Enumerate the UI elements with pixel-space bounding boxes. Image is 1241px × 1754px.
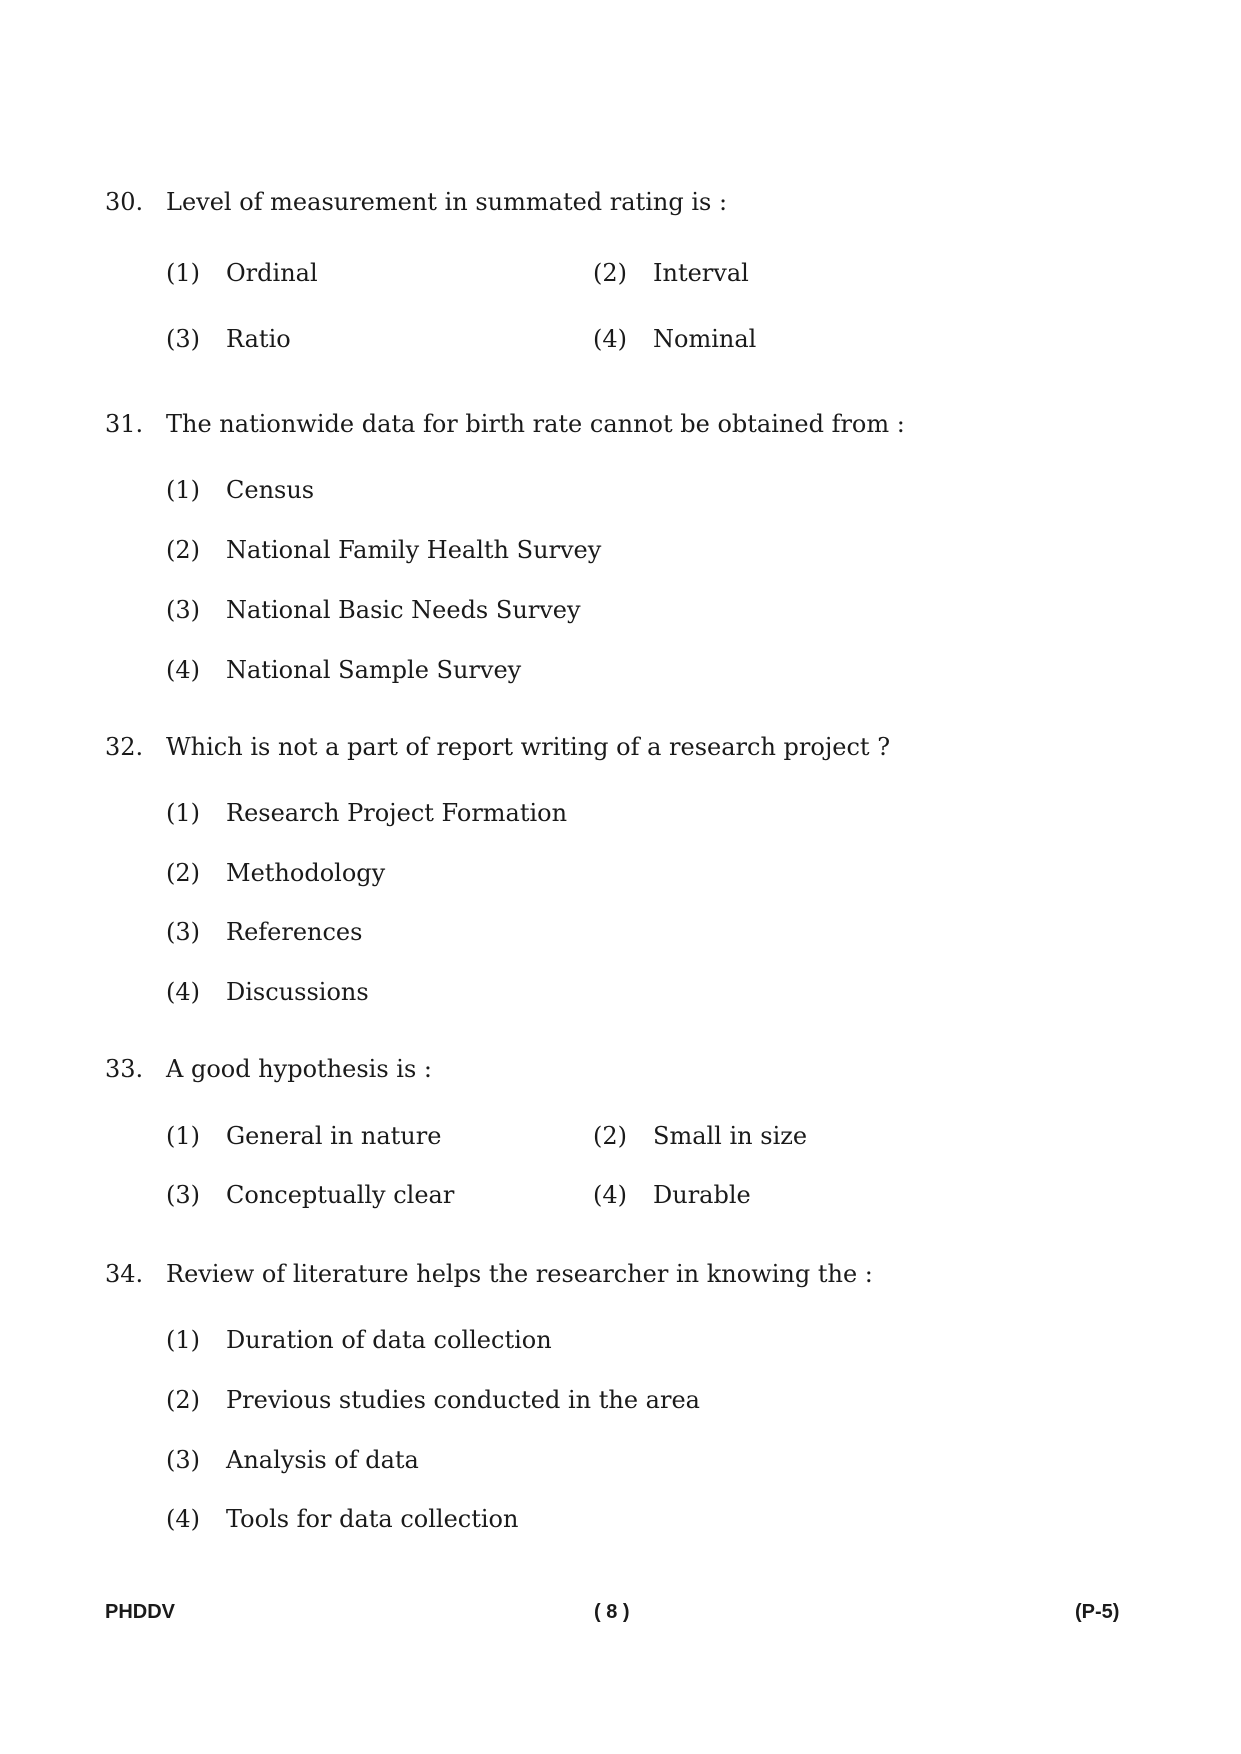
- option-text: Research Project Formation: [226, 799, 568, 827]
- option-text: Previous studies conducted in the area: [226, 1386, 700, 1414]
- option-text: Discussions: [226, 978, 369, 1006]
- option-number: (4): [166, 978, 200, 1006]
- option-number: (3): [166, 918, 200, 946]
- option-text: Analysis of data: [226, 1446, 419, 1474]
- question-text: Level of measurement in summated rating is :: [166, 188, 728, 216]
- question-text: Review of literature helps the researcher in knowing the :: [166, 1260, 873, 1288]
- option-number: (3): [166, 325, 200, 353]
- option-text: Duration of data collection: [226, 1326, 552, 1354]
- option-text: National Sample Survey: [226, 656, 522, 684]
- option-number: (1): [166, 1122, 200, 1150]
- question-number: 31.: [105, 410, 144, 438]
- option-text: Ratio: [226, 325, 291, 353]
- option-text: References: [226, 918, 363, 946]
- option-number: (2): [166, 859, 200, 887]
- option-text: Small in size: [653, 1122, 808, 1150]
- question-text: Which is not a part of report writing of a research project ?: [166, 733, 891, 761]
- option-text: Tools for data collection: [226, 1505, 519, 1533]
- option-number: (2): [166, 1386, 200, 1414]
- option-text: General in nature: [226, 1122, 442, 1150]
- option-number: (4): [593, 1181, 627, 1209]
- option-number: (3): [166, 1181, 200, 1209]
- option-text: Interval: [653, 259, 749, 287]
- option-text: Nominal: [653, 325, 757, 353]
- question-number: 30.: [105, 188, 144, 216]
- option-number: (1): [166, 259, 200, 287]
- option-number: (4): [166, 1505, 200, 1533]
- option-number: (1): [166, 1326, 200, 1354]
- option-text: National Family Health Survey: [226, 536, 602, 564]
- option-number: (3): [166, 596, 200, 624]
- option-number: (2): [593, 1122, 627, 1150]
- question-text: The nationwide data for birth rate cannot be obtained from :: [166, 410, 905, 438]
- option-number: (1): [166, 476, 200, 504]
- question-number: 33.: [105, 1055, 144, 1083]
- option-number: (3): [166, 1446, 200, 1474]
- option-number: (2): [593, 259, 627, 287]
- option-text: Ordinal: [226, 259, 318, 287]
- option-text: National Basic Needs Survey: [226, 596, 581, 624]
- option-text: Methodology: [226, 859, 386, 887]
- footer-page-number: ( 8 ): [594, 1601, 630, 1623]
- question-text: A good hypothesis is :: [166, 1055, 432, 1083]
- question-number: 32.: [105, 733, 144, 761]
- option-text: Durable: [653, 1181, 751, 1209]
- option-number: (2): [166, 536, 200, 564]
- option-number: (1): [166, 799, 200, 827]
- footer-set-code: (P-5): [1075, 1601, 1120, 1623]
- question-number: 34.: [105, 1260, 144, 1288]
- option-text: Conceptually clear: [226, 1181, 455, 1209]
- option-text: Census: [226, 476, 315, 504]
- option-number: (4): [166, 656, 200, 684]
- footer-paper-code: PHDDV: [105, 1601, 176, 1623]
- option-number: (4): [593, 325, 627, 353]
